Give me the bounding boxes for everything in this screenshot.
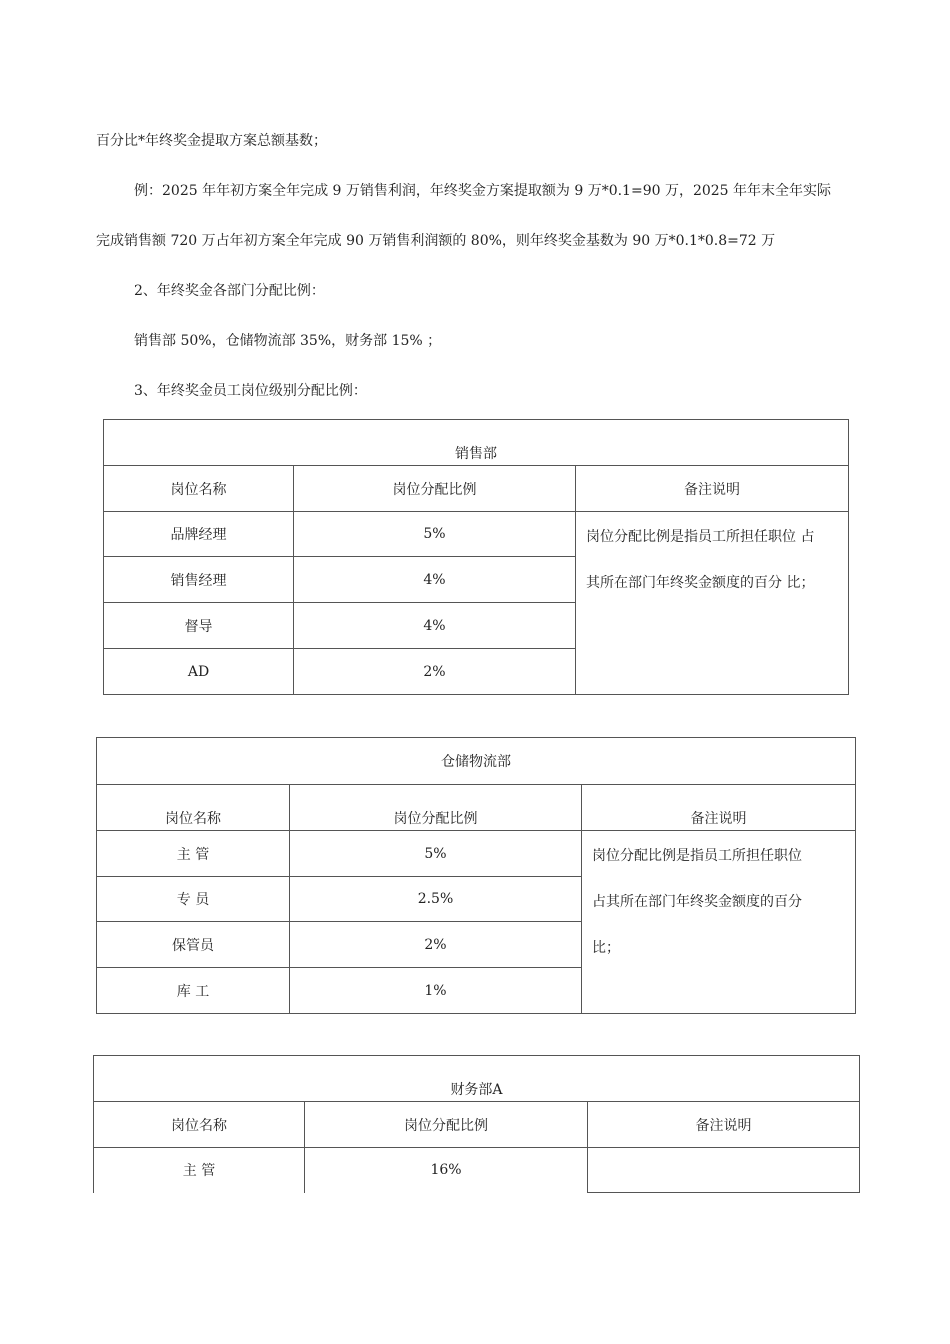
table-title: 销售部 <box>104 420 849 466</box>
table-title: 财务部A <box>94 1056 860 1102</box>
column-header-note: 备注说明 <box>582 785 856 831</box>
note-cell <box>582 831 856 1014</box>
position-ratio: 2% <box>290 922 582 968</box>
finance-table <box>93 1055 860 1193</box>
note-line: 比； <box>592 940 620 956</box>
position-ratio: 1% <box>290 968 582 1014</box>
paragraph-example-line2: 完成销售额 720 万占年初方案全年完成 90 万销售利润额的 80%，则年终奖金基数为 90 万*0.1*0.8=72 万 <box>96 233 776 249</box>
note-line: 占其所在部门年终奖金额度的百分 <box>592 894 802 910</box>
column-header-position: 岗位名称 <box>94 1102 305 1148</box>
position-ratio: 5% <box>294 512 576 557</box>
paragraph-example-line1: 例：2025 年年初方案全年完成 9 万销售利润，年终奖金方案提取额为 9 万*0.1=90 万，2025 年年末全年实际 <box>134 183 832 199</box>
column-header-note: 备注说明 <box>576 466 849 512</box>
note-line: 岗位分配比例是指员工所担任职位 <box>592 848 802 864</box>
column-header-position: 岗位名称 <box>104 466 294 512</box>
position-name: 主 管 <box>94 1148 305 1193</box>
column-header-ratio: 岗位分配比例 <box>305 1102 588 1148</box>
logistics-table <box>96 737 856 1014</box>
position-name: 主 管 <box>97 831 290 877</box>
position-name: 保管员 <box>97 922 290 968</box>
column-header-ratio: 岗位分配比例 <box>290 785 582 831</box>
position-name: 库 工 <box>97 968 290 1014</box>
position-name: 督导 <box>104 603 294 649</box>
column-header-position: 岗位名称 <box>97 785 290 831</box>
position-ratio: 5% <box>290 831 582 877</box>
paragraph-section-2: 2、年终奖金各部门分配比例： <box>134 283 325 299</box>
table-row <box>94 1148 860 1193</box>
paragraph-section-3: 3、年终奖金员工岗位级别分配比例： <box>134 383 367 399</box>
position-name: 销售经理 <box>104 557 294 603</box>
sales-table <box>103 419 849 695</box>
column-header-note: 备注说明 <box>588 1102 860 1148</box>
position-ratio: 2.5% <box>290 877 582 922</box>
position-ratio: 2% <box>294 649 576 695</box>
table-title: 仓储物流部 <box>97 738 856 785</box>
position-name: AD <box>104 649 294 695</box>
table-row <box>104 512 849 557</box>
position-ratio: 16% <box>305 1148 588 1193</box>
position-name: 品牌经理 <box>104 512 294 557</box>
position-ratio: 4% <box>294 603 576 649</box>
note-cell <box>588 1148 860 1193</box>
position-ratio: 4% <box>294 557 576 603</box>
column-header-ratio: 岗位分配比例 <box>294 466 576 512</box>
paragraph-formula-end: 百分比*年终奖金提取方案总额基数； <box>96 133 327 149</box>
position-name: 专 员 <box>97 877 290 922</box>
note-line: 岗位分配比例是指员工所担任职位 占 <box>586 529 815 545</box>
table-row <box>97 831 856 877</box>
paragraph-dept-ratio: 销售部 50%，仓储物流部 35%，财务部 15% ； <box>134 333 442 349</box>
note-line: 其所在部门年终奖金额度的百分 比； <box>586 575 815 591</box>
note-cell <box>576 512 849 695</box>
